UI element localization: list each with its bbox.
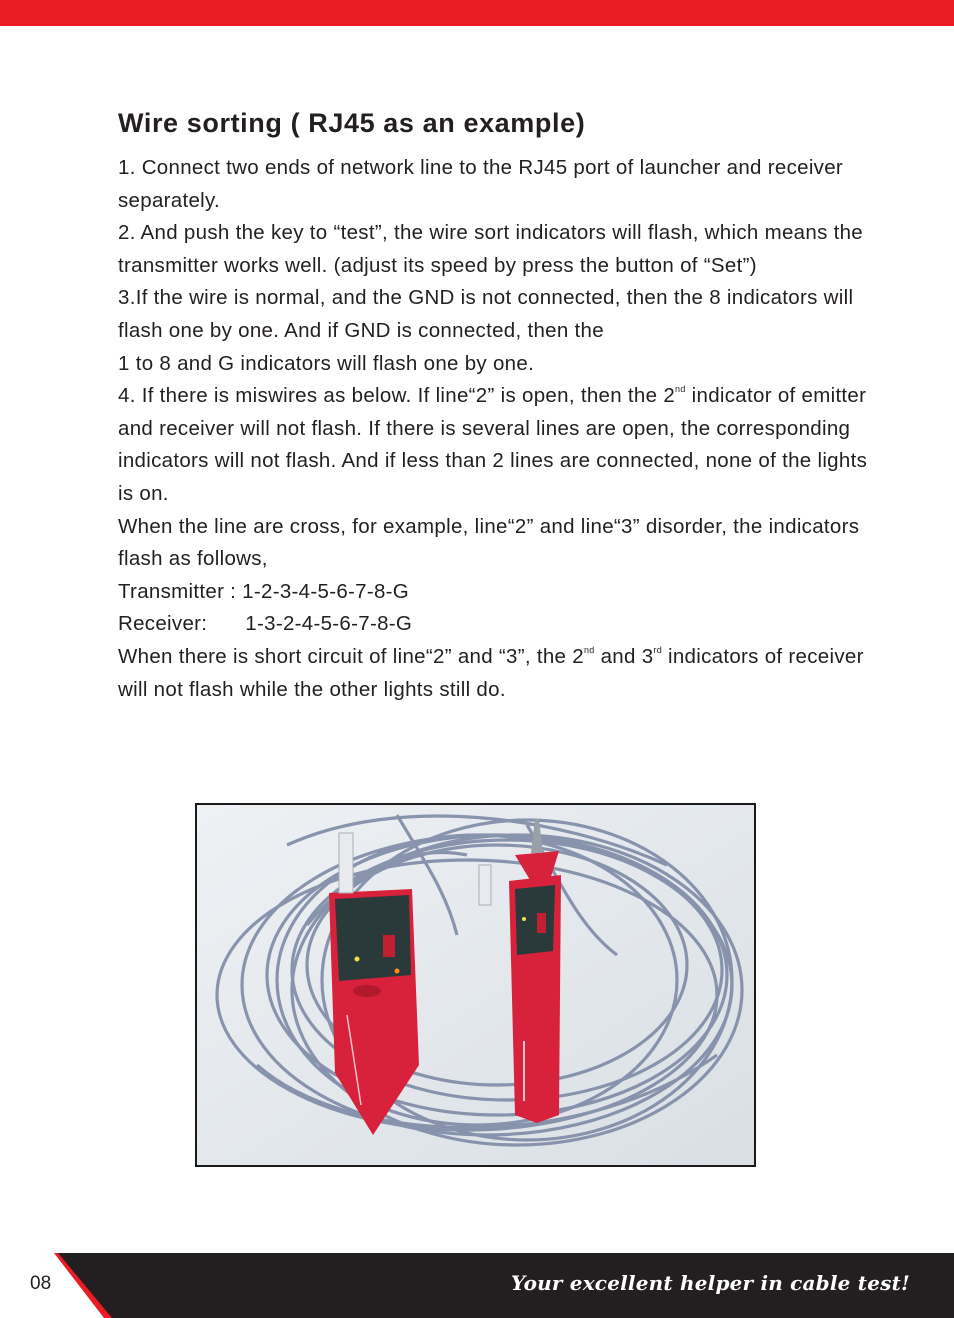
short-text-a: When there is short circuit of line“2” and “3”, the 2 (118, 644, 584, 668)
step-3-text-a: 3.If the wire is normal, and the GND is not connected, then the 8 indicators will flash one by one. And if GND is connected, then the (118, 286, 854, 342)
step-2-text: 2. And push the key to “test”, the wire sort indicators will flash, which means the transmitter works well. (adjust its speed by press the button of “Set”) (118, 221, 864, 277)
step-4-superscript: nd (675, 384, 686, 395)
step-3-text-b: 1 to 8 and G indicators will flash one by one. (118, 351, 535, 375)
page-footer (0, 1253, 954, 1318)
top-accent-bar (0, 0, 954, 26)
step-4 (118, 380, 878, 510)
step-3 (118, 282, 878, 380)
receiver-sequence (118, 608, 878, 641)
receiver-label: Receiver: (118, 612, 208, 636)
page-content (118, 104, 878, 706)
short-text-c: indicators of receiver will not flash while the other lights still do. (118, 644, 864, 701)
section-heading: Wire sorting ( RJ45 as an example) (118, 108, 586, 138)
short-text-b: and 3 (594, 644, 654, 668)
step-2 (118, 217, 878, 282)
short-superscript-2: rd (653, 644, 662, 655)
step-4-text-a: 4. If there is miswires as below. If line“2” is open, then the 2 (118, 384, 676, 408)
page-number: 08 (30, 1273, 52, 1294)
short-circuit-description (118, 641, 878, 706)
step-4-text-b: indicator of emitter and receiver will not flash. If there is several lines are open, the corresponding indicators will not flash. And if less than 2 lines are connected, none of the lights is on. (118, 384, 868, 505)
receiver-sequence-text: 1-3-2-4-5-6-7-8-G (245, 612, 413, 636)
step-1-text: 1. Connect two ends of network line to the RJ45 port of launcher and receiver separately. (118, 156, 844, 212)
transmitter-sequence (118, 576, 878, 609)
product-photo (195, 803, 756, 1167)
footer-tagline: Your excellent helper in cable test! (510, 1271, 910, 1295)
step-1 (118, 152, 878, 217)
product-photo-illustration (197, 805, 754, 1165)
page-number-tab (0, 1253, 112, 1318)
cross-description (118, 511, 878, 576)
cross-text: When the line are cross, for example, line“2” and line“3” disorder, the indicators flash as follows, (118, 514, 860, 571)
short-superscript-1: nd (583, 644, 595, 655)
transmitter-text: Transmitter : 1-2-3-4-5-6-7-8-G (118, 579, 410, 603)
